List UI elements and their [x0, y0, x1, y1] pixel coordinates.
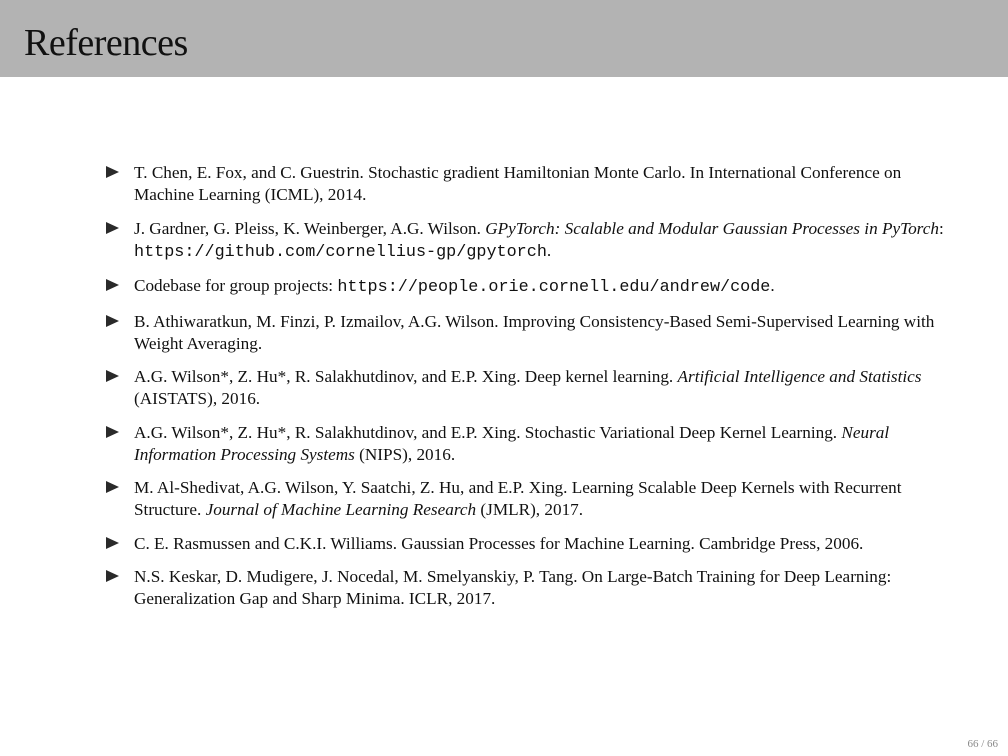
reference-venue: GPyTorch: Scalable and Modular Gaussian Processes in PyTorch [485, 218, 939, 238]
reference-text: A.G. Wilson*, Z. Hu*, R. Salakhutdinov, and E.P. Xing. Stochastic Variational Deep Kernel Learning. [134, 422, 842, 442]
reference-item [106, 311, 956, 355]
reference-item [106, 566, 956, 610]
reference-text: C. E. Rasmussen and C.K.I. Williams. Gaussian Processes for Machine Learning. Cambridge Press, 2006. [134, 533, 864, 553]
triangle-bullet-icon [106, 315, 119, 327]
triangle-bullet-icon [106, 279, 119, 291]
reference-item [106, 218, 956, 264]
reference-text: (JMLR), 2017. [476, 500, 584, 519]
reference-item [106, 422, 956, 466]
reference-item [106, 366, 956, 410]
reference-item [106, 275, 956, 299]
reference-text: : [938, 218, 944, 238]
reference-list [106, 162, 956, 622]
slide-title: References [24, 22, 188, 64]
reference-text: J. Gardner, G. Pleiss, K. Weinberger, A.G. Wilson. [134, 218, 486, 238]
reference-text: N.S. Keskar, D. Mudigere, J. Nocedal, M. Smelyanskiy, P. Tang. On Large-Batch Training for Deep Learning: Generalization Gap and Sharp Minima. ICLR, 2017. [134, 567, 892, 608]
triangle-bullet-icon [106, 537, 119, 549]
reference-text: (NIPS), 2016. [354, 444, 456, 464]
reference-item [106, 162, 956, 206]
reference-text: B. Athiwaratkun, M. Finzi, P. Izmailov, A.G. Wilson. Improving Consistency-Based Semi-Supervised Learning with Weight Averaging. [134, 311, 935, 353]
reference-url[interactable]: https://github.com/cornellius-gp/gpytorch [134, 242, 547, 262]
reference-venue: Journal of Machine Learning Research [205, 500, 477, 519]
reference-text: T. Chen, E. Fox, and C. Guestrin. Stochastic gradient Hamiltonian Monte Carlo. In International Conference on Machine Learning (ICML), 2014. [134, 163, 902, 204]
triangle-bullet-icon [106, 481, 119, 493]
slide-header [0, 0, 1008, 77]
reference-text: . [770, 276, 775, 295]
page-number: 66 / 66 [967, 738, 998, 750]
reference-url[interactable]: https://people.orie.cornell.edu/andrew/code [337, 278, 771, 297]
reference-text: Codebase for group projects: [134, 276, 338, 295]
reference-text: M. Al-Shedivat, A.G. Wilson, Y. Saatchi, Z. Hu, and E.P. Xing. Learning Scalable Deep Kernels with Recurrent Structure. [134, 478, 902, 519]
triangle-bullet-icon [106, 370, 119, 382]
reference-item [106, 477, 956, 521]
reference-venue: Neural Information Processing Systems [134, 422, 890, 464]
triangle-bullet-icon [106, 570, 119, 582]
reference-text: (AISTATS), 2016. [134, 389, 261, 408]
reference-text: A.G. Wilson*, Z. Hu*, R. Salakhutdinov, and E.P. Xing. Deep kernel learning. [134, 367, 678, 386]
triangle-bullet-icon [106, 426, 119, 438]
reference-text: . [546, 240, 552, 260]
reference-venue: Artificial Intelligence and Statistics [677, 367, 922, 386]
triangle-bullet-icon [106, 222, 119, 234]
triangle-bullet-icon [106, 166, 119, 178]
reference-item [106, 533, 956, 555]
